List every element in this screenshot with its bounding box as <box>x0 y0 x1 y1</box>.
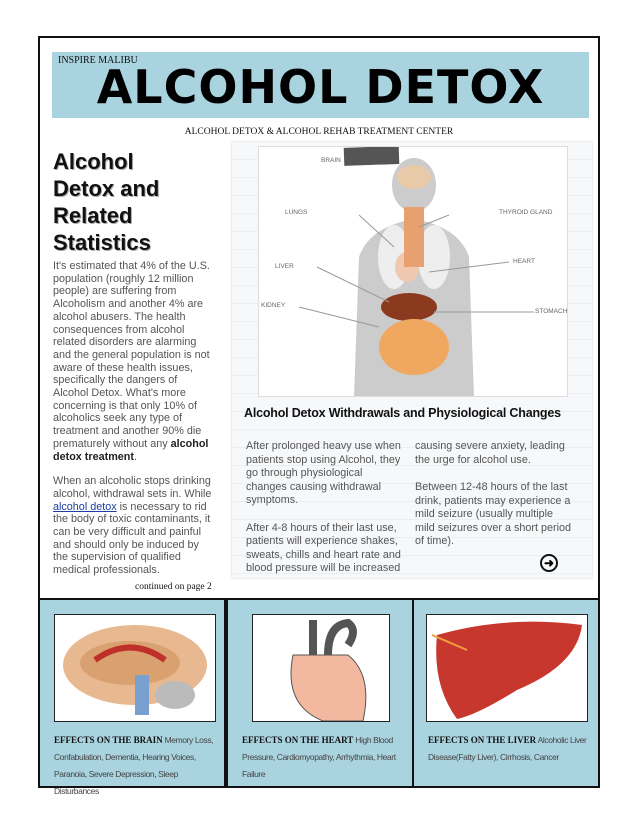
caption-title: EFFECTS ON THE HEART <box>242 735 354 745</box>
caption-text: Memory Loss, Confabulation, Dementia, Hearing Voices, Paranoia, Severe Depression, Sleep Disturbances <box>54 735 214 796</box>
page-title: ALCOHOL DETOX <box>96 60 545 114</box>
body-illustration <box>259 147 567 396</box>
text: . <box>134 450 137 463</box>
brain-image <box>54 614 216 722</box>
label-stomach: STOMACH <box>535 308 568 315</box>
brain-panel <box>38 598 226 796</box>
heading-line: Related <box>53 203 133 228</box>
label-brain: BRAIN <box>321 157 341 164</box>
withdrawal-paragraph <box>53 475 213 577</box>
heart-caption <box>242 732 404 783</box>
paragraph: Between 12-48 hours of the last drink, patients may experience a mild seizure (usually multiple mild seizures over a short period of time). <box>415 481 572 547</box>
text: When an alcoholic stops drinking alcohol, withdrawal sets in. While <box>53 475 212 500</box>
article-column-2 <box>415 440 575 563</box>
label-lungs: LUNGS <box>285 209 308 216</box>
continued-note: continued on page 2 <box>135 582 212 592</box>
caption-text: High Blood Pressure, Cardiomyopathy, Arrhythmia, Heart Failure <box>242 735 396 779</box>
subtitle: ALCOHOL DETOX & ALCOHOL REHAB TREATMENT CENTER <box>184 127 454 137</box>
paragraph: After 4-8 hours of their last use, patients will experience shakes, sweats, chills and heart rate and blood pressure will be increased <box>246 521 401 574</box>
statistics-paragraph <box>53 260 213 463</box>
next-arrow-icon[interactable]: ➜ <box>540 554 558 572</box>
article-heading: Alcohol Detox Withdrawals and Physiological Changes <box>244 406 561 420</box>
brand-name: INSPIRE MALIBU <box>58 55 138 66</box>
liver-image <box>426 614 588 722</box>
left-column <box>53 260 213 589</box>
paragraph: causing severe anxiety, leading the urge for alcohol use. <box>415 440 565 466</box>
caption-title: EFFECTS ON THE BRAIN <box>54 735 163 745</box>
label-thyroid: THYROID GLAND <box>499 209 553 216</box>
liver-panel <box>412 598 600 788</box>
heart-panel <box>226 598 414 788</box>
label-kidney: KIDNEY <box>261 302 286 309</box>
bold-text: alcohol detox treatment <box>53 437 209 463</box>
text: It's estimated that 4% of the U.S. population (roughly 12 million people) are suffering from Alcoholism and another 4% are alcohol abusers. The health consequences from alcohol related disorders are alarming and the general population is not aware of these health issues, specifically the dangers of Alcohol Detox. What's more concerning is that only 10% of alcoholics seek any type of treatment and another 90% die prematurely without any <box>53 260 210 450</box>
brain-illustration <box>55 615 215 721</box>
heading-line: Alcohol <box>53 149 134 174</box>
liver-caption <box>428 732 590 766</box>
heart-image <box>252 614 390 722</box>
article-column-1 <box>246 440 406 590</box>
label-liver: LIVER <box>275 263 294 270</box>
body-organs-diagram <box>258 146 568 397</box>
left-heading <box>53 148 159 256</box>
caption-text: Alcoholic Liver Disease(Fatty Liver), Cirrhosis, Cancer <box>428 735 587 762</box>
heading-line: Detox and <box>53 176 160 201</box>
liver-illustration <box>427 615 587 721</box>
label-heart: HEART <box>513 258 535 265</box>
alcohol-detox-link[interactable]: alcohol detox <box>53 500 117 513</box>
paragraph: After prolonged heavy use when patients stop using Alcohol, they go through physiological changes causing withdrawal symptoms. <box>246 440 401 506</box>
brain-caption <box>54 732 216 800</box>
caption-title: EFFECTS ON THE LIVER <box>428 735 537 745</box>
heading-line: Statistics <box>53 230 151 255</box>
heart-illustration <box>253 615 389 721</box>
header-banner <box>52 52 589 118</box>
text: is necessary to rid the body of toxic contaminants, it can be very difficult and painful and should only be induced by the supervision of qualified medical professionals. <box>53 500 211 577</box>
